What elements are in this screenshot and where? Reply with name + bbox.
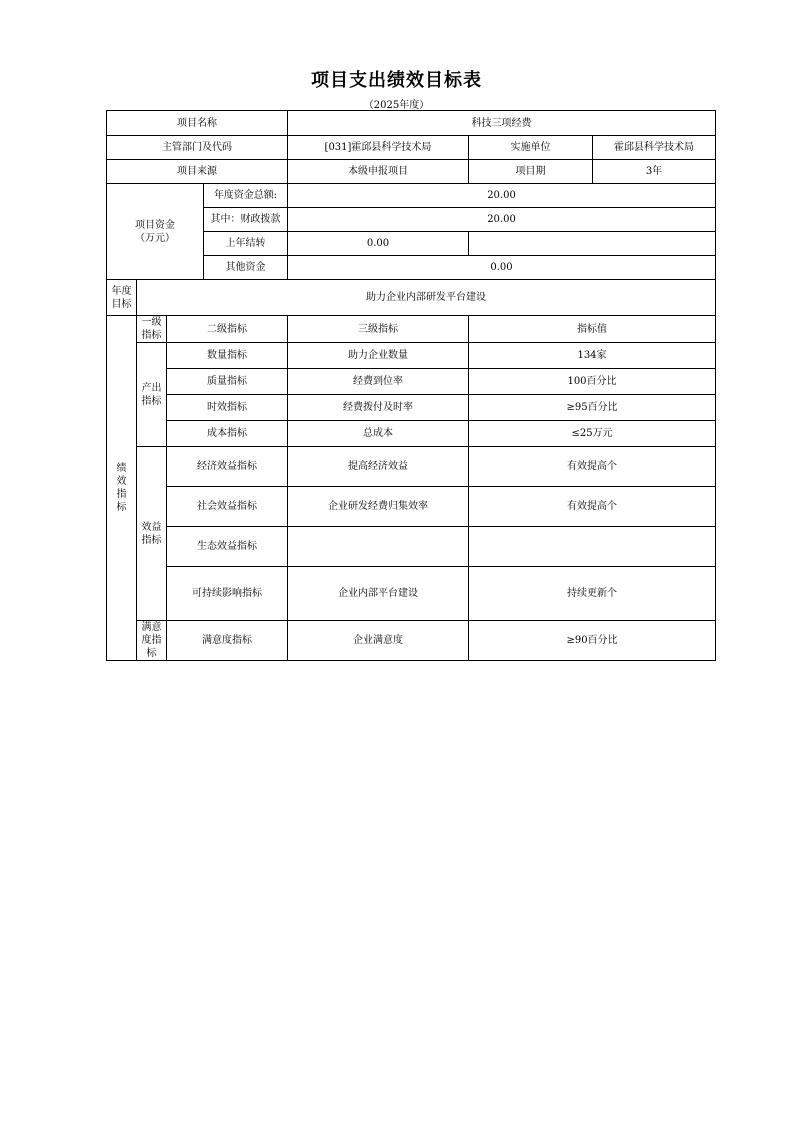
output-level3: 经费到位率 xyxy=(288,369,469,395)
benefit-value: 有效提高个 xyxy=(469,487,716,527)
department-row xyxy=(107,136,716,160)
project-funds-label: 项目资金 （万元） xyxy=(107,184,204,280)
output-level2: 质量指标 xyxy=(167,369,288,395)
year-subtitle: （2025年度） xyxy=(363,100,430,111)
project-name-row xyxy=(107,111,716,136)
table-row xyxy=(107,527,716,567)
indicator-header-row xyxy=(107,316,716,343)
table-row xyxy=(107,487,716,527)
table-row xyxy=(107,447,716,487)
benefit-level3: 企业研发经费归集效率 xyxy=(288,487,469,527)
satisfaction-value: ≥90百分比 xyxy=(469,621,716,661)
level1-header: 一级 指标 xyxy=(137,316,167,343)
project-source-value: 本级申报项目 xyxy=(288,160,469,184)
other-funds-label: 其他资金 xyxy=(204,256,288,280)
table-row xyxy=(107,421,716,447)
benefit-level3 xyxy=(288,527,469,567)
funds-total-label: 年度资金总额: xyxy=(204,184,288,208)
output-value: ≥95百分比 xyxy=(469,395,716,421)
department-value: [031]霍邱县科学技术局 xyxy=(288,136,469,160)
funds-total-value: 20.00 xyxy=(288,184,716,208)
table-row xyxy=(107,395,716,421)
page-title: 项目支出绩效目标表 xyxy=(311,70,482,91)
output-level2: 时效指标 xyxy=(167,395,288,421)
benefit-value xyxy=(469,527,716,567)
implementing-unit-label: 实施单位 xyxy=(469,136,593,160)
project-name-value: 科技三项经费 xyxy=(288,111,716,136)
output-level2: 成本指标 xyxy=(167,421,288,447)
output-indicator-label: 产出 指标 xyxy=(137,343,167,447)
performance-indicator-label: 绩 效 指 标 xyxy=(107,316,137,661)
benefit-level3: 企业内部平台建设 xyxy=(288,567,469,621)
output-level3: 总成本 xyxy=(288,421,469,447)
output-level2: 数量指标 xyxy=(167,343,288,369)
satisfaction-level3: 企业满意度 xyxy=(288,621,469,661)
indicator-value-header: 指标值 xyxy=(469,316,716,343)
benefit-value: 持续更新个 xyxy=(469,567,716,621)
fiscal-allocation-value: 20.00 xyxy=(288,208,716,232)
department-label: 主管部门及代码 xyxy=(107,136,288,160)
project-source-label: 项目来源 xyxy=(107,160,288,184)
level3-header: 三级指标 xyxy=(288,316,469,343)
project-period-value: 3年 xyxy=(593,160,716,184)
benefit-indicator-label: 效益 指标 xyxy=(137,447,167,621)
satisfaction-indicator-label: 满意 度指 标 xyxy=(137,621,167,661)
carryover-label: 上年结转 xyxy=(204,232,288,256)
output-level3: 经费拨付及时率 xyxy=(288,395,469,421)
table-row xyxy=(107,343,716,369)
benefit-level2: 可持续影响指标 xyxy=(167,567,288,621)
benefit-value: 有效提高个 xyxy=(469,447,716,487)
benefit-level2: 经济效益指标 xyxy=(167,447,288,487)
output-level3: 助力企业数量 xyxy=(288,343,469,369)
output-value: ≤25万元 xyxy=(469,421,716,447)
table-row xyxy=(107,369,716,395)
carryover-value: 0.00 xyxy=(288,232,469,256)
funds-total-row xyxy=(107,184,716,208)
output-value: 134家 xyxy=(469,343,716,369)
level2-header: 二级指标 xyxy=(167,316,288,343)
performance-target-table xyxy=(106,110,716,661)
annual-goal-label: 年度 目标 xyxy=(107,280,137,316)
other-funds-value: 0.00 xyxy=(288,256,716,280)
benefit-level2: 社会效益指标 xyxy=(167,487,288,527)
annual-goal-value: 助力企业内部研发平台建设 xyxy=(137,280,716,316)
project-source-row xyxy=(107,160,716,184)
project-name-label: 项目名称 xyxy=(107,111,288,136)
output-value: 100百分比 xyxy=(469,369,716,395)
project-period-label: 项目期 xyxy=(469,160,593,184)
table-row xyxy=(107,621,716,661)
table-row xyxy=(107,567,716,621)
satisfaction-level2: 满意度指标 xyxy=(167,621,288,661)
benefit-level2: 生态效益指标 xyxy=(167,527,288,567)
fiscal-allocation-label: 其中：财政拨款 xyxy=(204,208,288,232)
implementing-unit-value: 霍邱县科学技术局 xyxy=(593,136,716,160)
benefit-level3: 提高经济效益 xyxy=(288,447,469,487)
annual-goal-row xyxy=(107,280,716,316)
